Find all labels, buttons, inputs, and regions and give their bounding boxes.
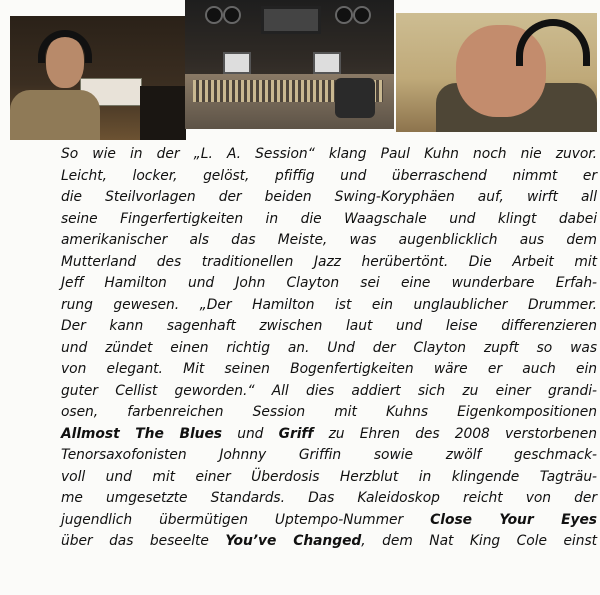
photo-pianist-at-keyboard [10, 16, 186, 140]
text-run: Leicht, locker, gelöst, pfiffig und überraschend nimmt er [61, 167, 597, 184]
text-line [61, 510, 597, 532]
text-run: rung gewesen. „Der Hamilton ist ein unglaublicher Drummer. [61, 296, 597, 313]
text-run: Der kann sagenhaft zwischen laut und leise differenzieren [61, 318, 597, 334]
text-run: voll und mit einer Überdosis Herzblut in klingende Tagträu- [61, 468, 597, 485]
text-run: amerikanischer als das Meiste, was augenblicklich aus dem [61, 232, 597, 248]
text-line [61, 187, 597, 209]
text-run: jugendlich übermütigen Uptempo-Nummer [61, 511, 431, 528]
text-line [61, 295, 597, 317]
text-run: von elegant. Mit seinen Bogenfertigkeiten wäre er auch ein [61, 361, 597, 377]
text-line [61, 209, 597, 231]
text-run: über das beseelte [61, 533, 226, 549]
text-line [61, 531, 597, 553]
text-run: me umgesetzte Standards. Das Kaleidoskop reicht von der [61, 490, 597, 506]
photo-strip [0, 0, 600, 140]
text-run: zu Ehren des 2008 verstorbenen [313, 425, 598, 442]
text-run: und [222, 425, 279, 442]
text-line [61, 273, 597, 295]
photo-pianist-close-up [396, 13, 597, 132]
text-run: So wie in der „L. A. Session“ klang Paul Kuhn noch nie zuvor. [61, 146, 597, 162]
text-run: guter Cellist geworden.“ All dies addiert sich zu einer grandi- [61, 382, 597, 399]
text-line [61, 338, 597, 360]
text-run: und zündet einen richtig an. Und der Clayton zupft so was [61, 339, 597, 356]
text-line [61, 359, 597, 381]
text-line [61, 488, 597, 510]
text-line [61, 402, 597, 424]
text-line [61, 467, 597, 489]
article-text [61, 144, 597, 553]
text-line [61, 445, 597, 467]
text-run: , dem Nat King Cole einst [361, 533, 597, 549]
text-line [61, 230, 597, 252]
song-title: Allmost The Blues [61, 425, 222, 442]
text-line [61, 424, 597, 446]
text-run: osen, farbenreichen Session mit Kuhns Eigenkompositionen [61, 404, 597, 420]
text-line [61, 252, 597, 274]
text-line [61, 144, 597, 166]
song-title: Close Your Eyes [430, 511, 597, 528]
text-line [61, 166, 597, 188]
text-run: Jeff Hamilton und John Clayton sei eine wunderbare Erfah- [61, 275, 597, 291]
text-run: Mutterland des traditionellen Jazz herübertönt. Die Arbeit mit [61, 253, 597, 270]
text-line [61, 316, 597, 338]
text-run: seine Fingerfertigkeiten in die Waagschale und klingt dabei [61, 210, 597, 227]
text-run: die Steilvorlagen der beiden Swing-Koryphäen auf, wirft all [61, 189, 597, 205]
song-title: You’ve Changed [225, 533, 362, 549]
song-title: Griff [278, 425, 314, 442]
text-run: Tenorsaxofonisten Johnny Griffin sowie zwölf geschmack- [61, 447, 597, 463]
text-line [61, 381, 597, 403]
photo-mixing-console [185, 0, 394, 129]
